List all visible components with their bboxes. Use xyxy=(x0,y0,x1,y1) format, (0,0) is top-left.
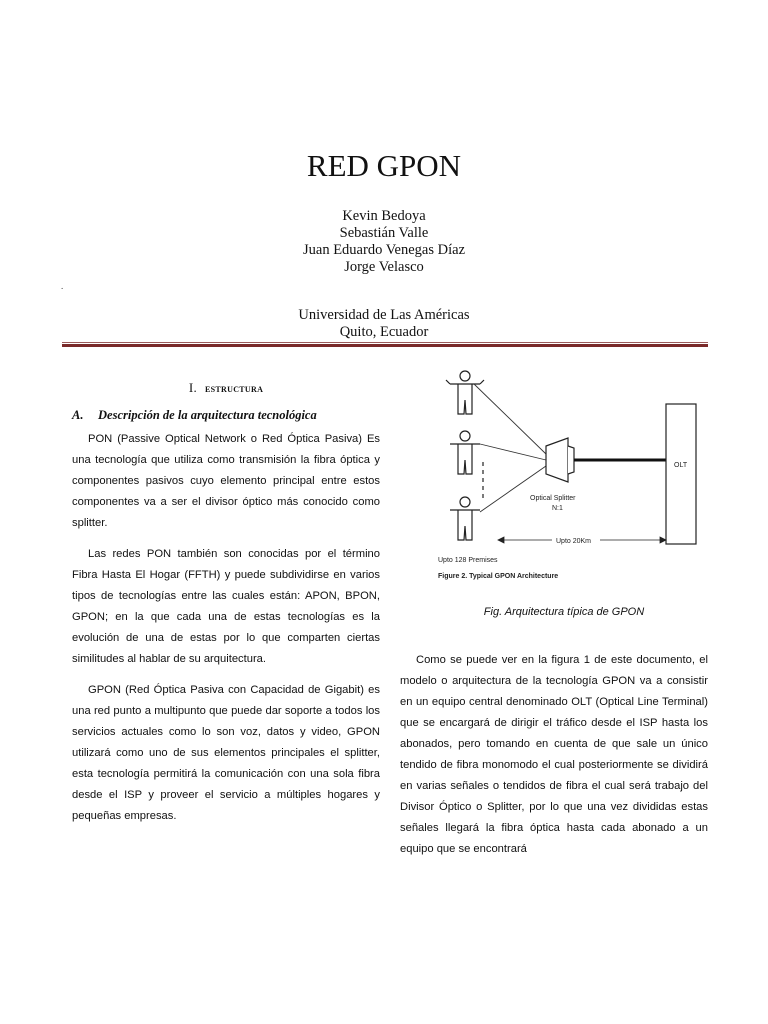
body-paragraph: Como se puede ver en la figura 1 de este documento, el modelo o arquitectura de la tecnología GPON va a consistir en un equipo central denominado OLT (Optical Line Terminal) que se encargará de dirigir el tráfico desde el ISP hasta los abonados, pero tomando en cuenta de que sale un único tendido de fibra monomodo el cual posteriormente se dividirá en varias señales o tendidos de fibra el cual será trabajo del Divisor Óptico o Splitter, por lo que una vez divididas estas señales llegará la fibra óptica hasta cada abonado a un equipo que se encontrará xyxy=(400,654,708,855)
person-icon xyxy=(446,371,484,414)
stray-mark: . xyxy=(61,281,64,291)
header-divider-thick xyxy=(62,344,708,347)
section-heading xyxy=(72,380,380,396)
author-name: Jorge Velasco xyxy=(344,259,424,275)
affiliation-line: Quito, Ecuador xyxy=(339,324,429,340)
olt-label: OLT xyxy=(674,462,688,469)
body-paragraph: Las redes PON también son conocidas por el término Fibra Hasta El Hogar (FFTH) y puede subdividirse en varios tipos de tecnologías entre las cuales están: APON, BPON, GPON; en la que cada una de estas tecnologías es la evolución de una de estas por lo que comparten ciertas similitudes al hablar de su arquitectura. xyxy=(72,548,380,665)
author-name: Sebastián Valle xyxy=(339,225,429,241)
subsection-title: Descripción de la arquitectura tecnológica xyxy=(98,408,317,422)
premises-label: Upto 128 Premises xyxy=(438,557,498,564)
body-paragraph: GPON (Red Óptica Pasiva con Capacidad de Gigabit) es una red punto a multipunto que puede dar soporte a todos los servicios actuales como lo son voz, datos y video, GPON utilizará como uno de sus elementos principales el splitter, esta tecnología permitirá la comunicación con una sola fibra desde el ISP y proveer el servicio a múltiples hogares y pequeñas empresas. xyxy=(72,684,380,822)
subsection-label: A. xyxy=(72,408,84,422)
splitter-label: Optical Splitter xyxy=(530,495,576,502)
figure-caption: Fig. Arquitectura típica de GPON xyxy=(483,606,645,618)
author-list xyxy=(0,208,768,276)
header-divider xyxy=(62,342,708,343)
person-icon xyxy=(450,497,480,540)
gpon-architecture-figure xyxy=(428,362,714,582)
right-column xyxy=(400,650,708,870)
olt-box-icon xyxy=(666,404,696,544)
affiliation-line: Universidad de Las Américas xyxy=(298,307,470,323)
affiliation xyxy=(0,307,768,341)
figure-inner-caption: Figure 2. Typical GPON Architecture xyxy=(438,573,559,580)
section-number: I. xyxy=(188,380,198,395)
author-name: Kevin Bedoya xyxy=(342,208,426,224)
subsection-heading xyxy=(72,408,380,423)
optical-splitter-icon xyxy=(546,438,574,482)
drop-fiber-lines xyxy=(474,384,546,512)
paper-title: RED GPON xyxy=(306,148,462,183)
section-title: estructura xyxy=(205,381,264,395)
distance-label: Upto 20Km xyxy=(556,538,592,545)
left-column xyxy=(72,380,380,837)
splitter-ratio: N:1 xyxy=(552,505,563,512)
body-paragraph: PON (Passive Optical Network o Red Óptica Pasiva) Es una tecnología que utiliza como transmisión la fibra óptica y componentes pasivos cuyo elemento principal entre estos componentes va a ser el divisor óptico más conocido como splitter. xyxy=(72,433,380,529)
person-icon xyxy=(450,431,480,474)
author-name: Juan Eduardo Venegas Díaz xyxy=(303,242,465,258)
